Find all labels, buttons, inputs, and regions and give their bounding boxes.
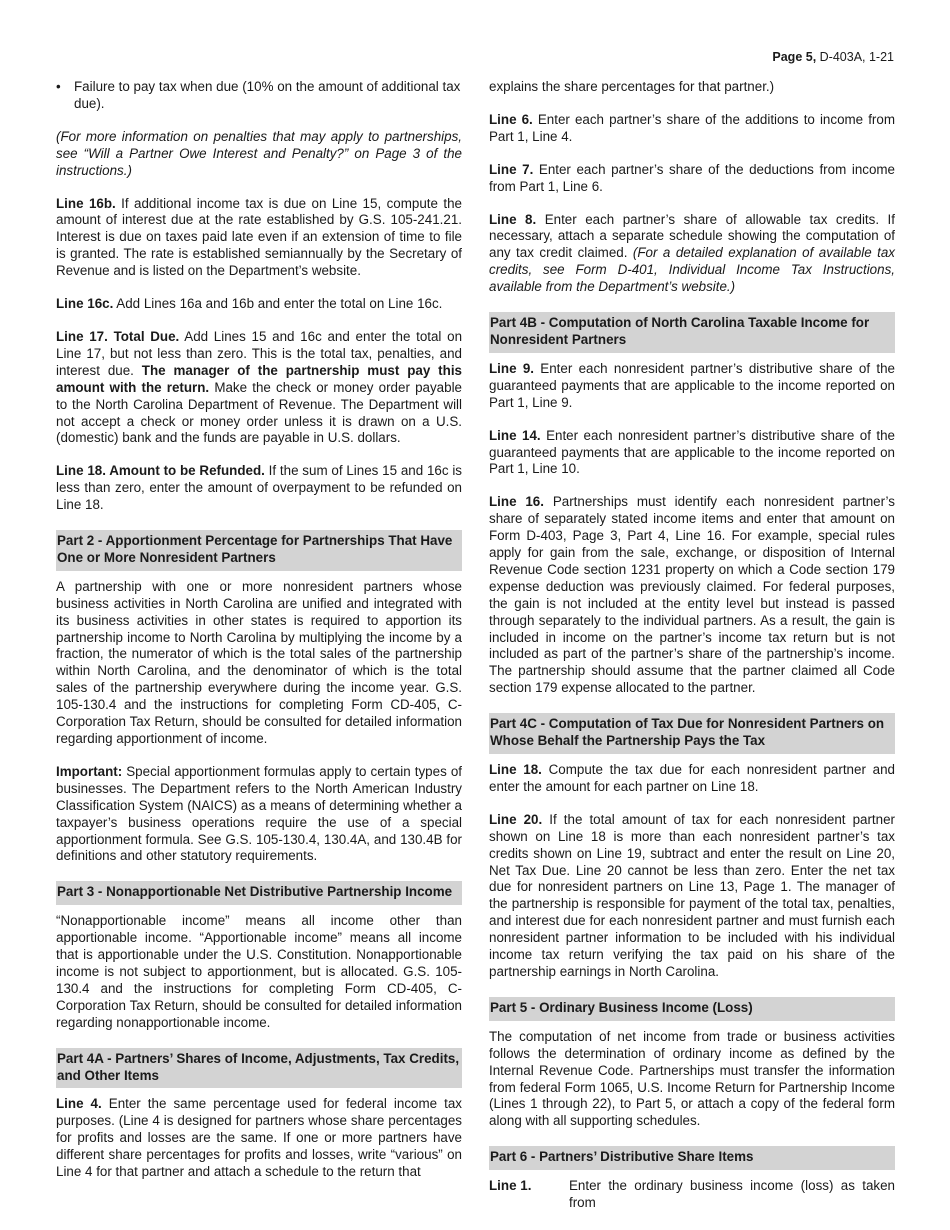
important-label: Important: bbox=[56, 763, 123, 779]
line-6-label: Line 6. bbox=[489, 111, 533, 127]
line-18-paragraph-right bbox=[489, 762, 895, 796]
right-column bbox=[489, 79, 895, 1212]
line-16-text: Partnerships must identify each nonresident partner’s share of separately stated income items and enter that amount on Form D-403, Page 3, Part 4, Line 16. For example, special rules apply for gain from the sale, exchange, or disposition of Internal Revenue Code section 1231 property on which a Code section 179 expense deduction was previously claimed. For federal purposes, the gain is not included at the entity level but instead is passed through separately to the individual partners. As a result, the gain is included in income on the partner’s income tax return but is not included as part of the partner’s share of the partnership’s income. The partnership should assume that the partner claimed all Code section 179 expense allocated to the partner. bbox=[489, 494, 895, 696]
part-4a-heading: Part 4A - Partners’ Shares of Income, Adjustments, Tax Credits, and Other Items bbox=[56, 1048, 462, 1089]
part-2-text: A partnership with one or more nonresident partners whose business activities in North Carolina are unified and integrated with its business activities in other states is required to apportion its partnership income to North Carolina by multiplying the income by a fraction, the numerator of which is the total sales of the partnership within North Carolina, and the denominator of which is the total sales of the partnership everywhere during the income year. G.S. 105-130.4 and the instructions for completing Form CD-405, C-Corporation Tax Return, should be consulted for detailed information regarding apportionment of income. bbox=[56, 578, 462, 746]
line-14-text: Enter each nonresident partner’s distributive share of the guaranteed payments that are applicable to the income reported on Part 1, Line 10. bbox=[489, 427, 895, 477]
line-8-text: Enter each partner’s share of allowable tax credits. If necessary, attach a separate schedule showing the computation of any tax credit claimed. bbox=[489, 211, 896, 261]
page-header bbox=[772, 50, 894, 64]
bullet-mark: • bbox=[56, 79, 61, 94]
part-4c-heading: Part 4C - Computation of Tax Due for Nonresident Partners on Whose Behalf the Partnership Pays the Tax bbox=[489, 713, 895, 754]
line-20-paragraph bbox=[489, 812, 895, 981]
line-1-text: Enter the ordinary business income (loss) as taken from bbox=[569, 1178, 895, 1211]
penalty-bullet bbox=[56, 79, 462, 113]
line-17-text: Add Lines 15 and 16c and enter the total on Line 17, but not less than zero. This is the total tax, penalties, and interest due. bbox=[56, 328, 463, 378]
line-7-paragraph bbox=[489, 162, 895, 196]
line-16c-label: Line 16c. bbox=[56, 296, 114, 312]
line-6-paragraph bbox=[489, 112, 895, 146]
line-4-paragraph bbox=[56, 1096, 462, 1181]
line-17-label: Line 17. Total Due. bbox=[56, 328, 180, 344]
important-text: Special apportionment formulas apply to certain types of businesses. The Department refers to the North American Industry Classification System (NAICS) as a means of determining whether a taxpayer’s business operations require the use of a special apportionment formula. See G.S. 105-130.4, 130.4A, and 130.4B for definitions and other statutory requirements. bbox=[56, 763, 462, 864]
line-4-text: Enter the same percentage used for federal income tax purposes. (Line 4 is designed for partners whose share percentages for profits and losses are the same. If one or more partners have different share percentages for profits and losses, write “various” on Line 4 for that partner and attach a schedule to the return that bbox=[56, 1096, 462, 1180]
part-2-heading: Part 2 - Apportionment Percentage for Partnerships That Have One or More Nonresident Partners bbox=[56, 530, 462, 571]
part-5-text: The computation of net income from trade or business activities follows the determination of ordinary income as defined by the Internal Revenue Code. Partnerships must transfer the information from federal Form 1065, U.S. Income Return for Partnership Income (Lines 1 through 22), to Part 5, or attach a copy of the federal form along with all supporting schedules. bbox=[489, 1028, 895, 1129]
line-4-continuation: explains the share percentages for that partner.) bbox=[489, 79, 775, 94]
line-16c-text: Add Lines 16a and 16b and enter the total on Line 16c. bbox=[113, 296, 443, 312]
line-20-text: If the total amount of tax for each nonresident partner shown on Line 18 is more than each nonresident partner’s tax credits shown on Line 19, subtract and enter the result on Line 20, Net Tax Due. Line 20 cannot be less than zero. Enter the net tax due for nonresident partners on Line 13, Page 1. The manager of the partnership is responsible for payment of the total tax, penalties, and interest due for each nonresident partner and must furnish each nonresident partner information to be included with his individual income tax return verifying the tax paid on his share of the partnership earnings in North Carolina. bbox=[489, 811, 895, 979]
line-20-label: Line 20. bbox=[489, 811, 543, 827]
line-17-text-cont: Make the check or money order payable to the North Carolina Department of Revenue. The Department will not accept a check or money order unless it is drawn on a U.S. (domestic) bank and the funds are payable in U.S. dollars. bbox=[56, 379, 462, 446]
line-1-label: Line 1. bbox=[489, 1178, 532, 1194]
important-paragraph bbox=[56, 764, 462, 865]
line-8-label: Line 8. bbox=[489, 211, 537, 227]
left-column bbox=[56, 79, 462, 1197]
line-18-paragraph bbox=[56, 463, 462, 514]
line-9-label: Line 9. bbox=[489, 360, 534, 376]
line-1-paragraph bbox=[489, 1178, 895, 1212]
line-16b-paragraph bbox=[56, 196, 462, 281]
line-16-paragraph bbox=[489, 494, 895, 697]
bullet-text: Failure to pay tax when due (10% on the amount of additional tax due). bbox=[74, 79, 461, 111]
line-4-label: Line 4. bbox=[56, 1096, 102, 1112]
line-18-label-right: Line 18. bbox=[489, 762, 542, 777]
part-3-text: “Nonapportionable income” means all income other than apportionable income. “Apportionable income” means all income that is apportionable under the U.S. Constitution. Nonapportionable income is not subject to apportionment, but is allocated. G.S. 105-130.4 and the instructions for completing Form CD-405, C-Corporation Tax Return, should be consulted for detailed information regarding nonapportionable income. bbox=[56, 913, 462, 1030]
part-4b-heading: Part 4B - Computation of North Carolina Taxable Income for Nonresident Partners bbox=[489, 312, 895, 353]
part-5-heading: Part 5 - Ordinary Business Income (Loss) bbox=[489, 997, 895, 1021]
line-18-text: If the sum of Lines 15 and 16c is less than zero, enter the amount of overpayment to be refunded on Line 18. bbox=[56, 463, 462, 513]
part-6-heading: Part 6 - Partners’ Distributive Share Items bbox=[489, 1146, 895, 1170]
line-14-label: Line 14. bbox=[489, 427, 541, 443]
line-16-label: Line 16. bbox=[489, 494, 544, 510]
form-id: D-403A, 1-21 bbox=[816, 50, 894, 64]
line-9-text: Enter each nonresident partner’s distributive share of the guaranteed payments that are applicable to the income reported on Part 1, Line 9. bbox=[489, 360, 896, 410]
line-7-label: Line 7. bbox=[489, 161, 534, 177]
line-18-text-right: Compute the tax due for each nonresident partner and enter the amount for each partner on Line 18. bbox=[489, 762, 895, 794]
penalty-note: (For more information on penalties that may apply to partnerships, see “Will a Partner Owe Interest and Penalty?” on Page 3 of the instructions.) bbox=[56, 128, 462, 178]
part-3-heading: Part 3 - Nonapportionable Net Distributive Partnership Income bbox=[56, 881, 462, 905]
line-16b-label: Line 16b. bbox=[56, 195, 116, 211]
page-number: Page 5, bbox=[772, 50, 817, 64]
line-7-text: Enter each partner’s share of the deductions from income from Part 1, Line 6. bbox=[489, 161, 896, 194]
line-16c-paragraph bbox=[56, 296, 462, 313]
line-8-paragraph bbox=[489, 212, 895, 297]
line-14-paragraph bbox=[489, 428, 895, 479]
line-18-label: Line 18. Amount to be Refunded. bbox=[56, 463, 265, 479]
line-8-note: (For a detailed explanation of available tax credits, see Form D-401, Individual Income Tax Instructions, available from the Department’s website.) bbox=[489, 245, 895, 295]
line-6-text: Enter each partner’s share of the additions to income from Part 1, Line 4. bbox=[489, 111, 895, 144]
line-16b-text: If additional income tax is due on Line 15, compute the amount of interest due at the rate established by G.S. 105-241.21. Interest is due on taxes paid late even if an extension of time to file is granted. The rate is established semiannually by the Secretary of Revenue and is listed on the Department’s website. bbox=[56, 195, 462, 279]
line-9-paragraph bbox=[489, 361, 895, 412]
line-17-paragraph bbox=[56, 329, 462, 447]
line-17-emphasis: The manager of the partnership must pay this amount with the return. bbox=[56, 362, 462, 395]
